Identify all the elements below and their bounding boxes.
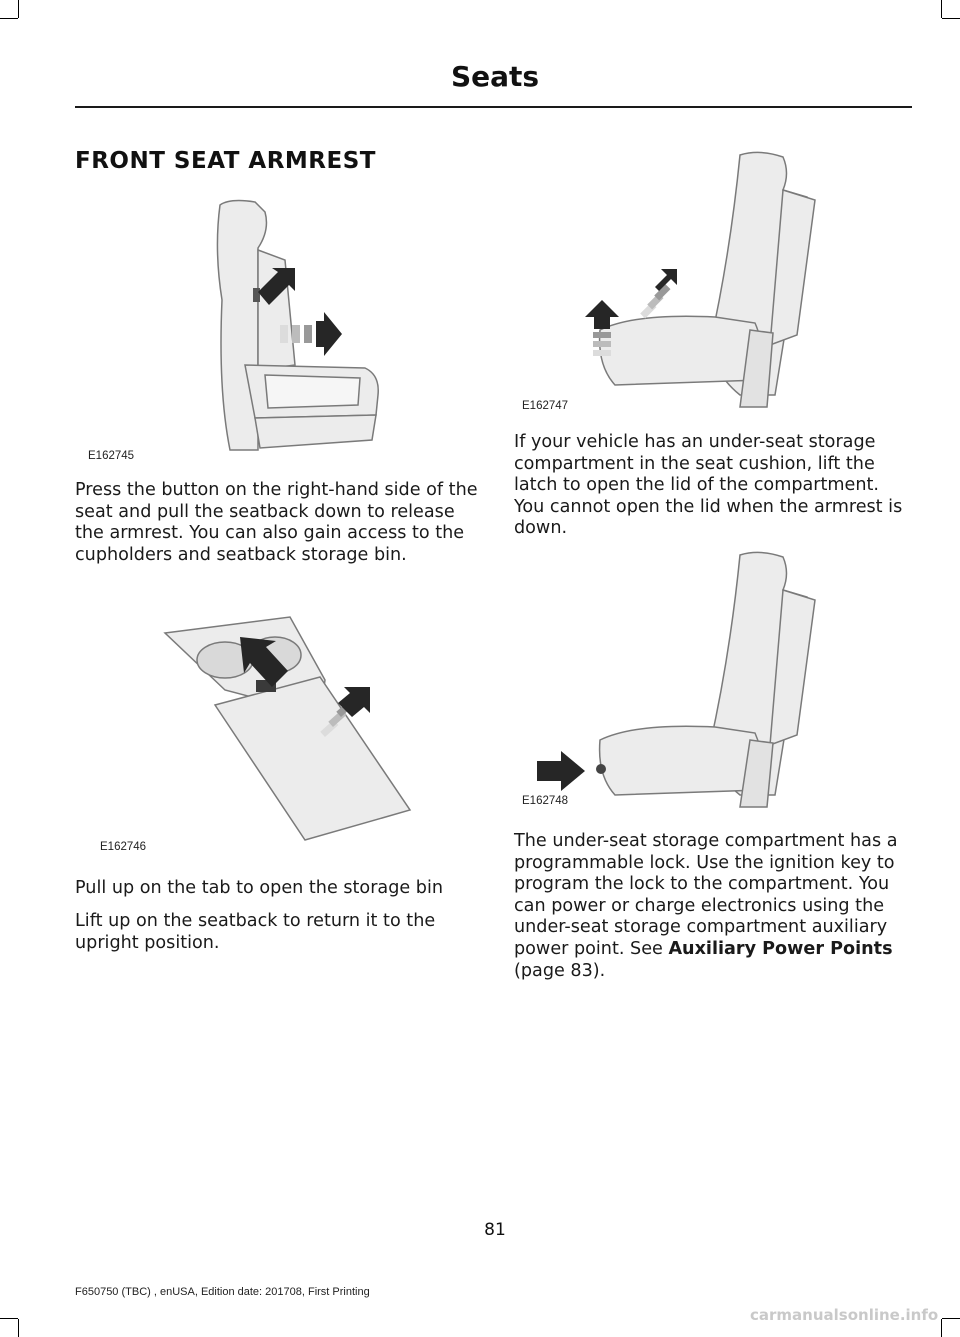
crop-mark-top-left-v [18,0,19,18]
lock-text: The under-seat storage compartment has a programmable lock. Use the ignition key to program the lock to the compartment. You can power or charge electronics using the under-seat storage compartment auxiliary power point. See [514,831,898,959]
header-rule [75,106,912,108]
paragraph-storage-bin: Pull up on the tab to open the storage bin [75,878,443,898]
arrow-lift-lid-icon [640,269,677,318]
figure-code-4: E162748 [522,795,569,807]
crop-mark-top-right-h [942,18,960,19]
auxiliary-power-points-link[interactable]: Auxiliary Power Points [668,938,893,959]
seat-illustration-1 [80,190,480,465]
figure-under-seat-latch [515,145,910,415]
seat-illustration-3 [515,145,910,415]
paragraph-return-upright: Lift up on the seatback to return it to the upright position. [75,911,436,953]
arrow-lock-icon [537,751,585,791]
crop-mark-bottom-right-v [941,1319,942,1337]
crop-mark-bottom-right-h [942,1318,960,1319]
crop-mark-top-right-v [941,0,942,18]
paragraph-programmable-lock [514,831,914,982]
paragraph-armrest-release: Press the button on the right-hand side of the seat and pull the seatback down to release the armrest. You can also gain access to the cupholders and seatback storage bin. [75,480,478,565]
crop-mark-bottom-left-h [0,1318,18,1319]
figure-armrest-release [80,190,480,465]
figure-storage-bin [80,605,480,855]
armrest-bin-illustration [80,605,480,855]
figure-code-3: E162747 [522,400,569,412]
crop-mark-top-left-h [0,18,18,19]
page-number: 81 [484,1220,506,1240]
watermark: carmanualsonline.info [750,1306,939,1324]
figure-programmable-lock [515,545,910,810]
seat-illustration-4 [515,545,910,810]
figure-code-2: E162746 [100,841,147,853]
paragraph-under-seat-storage: If your vehicle has an under-seat storage compartment in the seat cushion, lift the latch to open the lid of the compartment. You cannot open the lid when the armrest is down. [514,432,903,539]
crop-mark-bottom-left-v [18,1319,19,1337]
page-footer: F650750 (TBC) , enUSA, Edition date: 201708, First Printing [75,1286,370,1298]
page-reference: (page 83). [514,960,606,981]
page-header-title: Seats [450,60,540,93]
figure-code-1: E162745 [88,450,135,462]
section-title: FRONT SEAT ARMREST [75,148,376,174]
